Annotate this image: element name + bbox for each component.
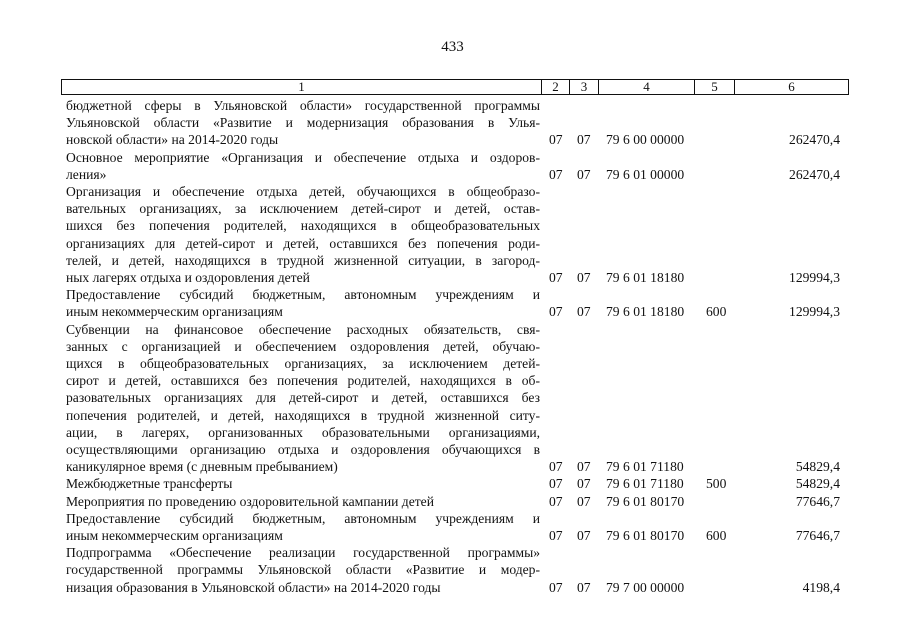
description-line: Предоставление субсидий бюджетным, автономным учреждениям и xyxy=(66,287,540,303)
section-code: 07 xyxy=(549,132,563,148)
description-line: бюджетной сферы в Ульяновской области» государственной программы xyxy=(66,98,540,113)
table-row xyxy=(0,149,905,183)
description-line: телей, и детей, находящихся в трудной жизненной ситуации, в загород- xyxy=(66,252,540,268)
subsection-code: 07 xyxy=(577,493,591,509)
description-line: ных лагерях отдыха и оздоровления детей xyxy=(66,270,310,286)
header-col-5: 5 xyxy=(694,80,734,94)
table-header xyxy=(61,79,849,95)
description-line: Мероприятия по проведению оздоровительной кампании детей xyxy=(66,493,434,509)
target-article-code: 79 6 00 00000 xyxy=(606,132,685,148)
amount: 262470,4 xyxy=(789,166,840,182)
description-line: вательных организациях, за исключением детей-сирот и детей, остав- xyxy=(66,201,540,217)
subsection-code: 07 xyxy=(577,527,591,543)
expense-type-code: 500 xyxy=(706,476,727,492)
description-line: низация образования в Ульяновской области» на 2014-2020 годы xyxy=(66,579,441,595)
row-description xyxy=(66,183,540,286)
description-line: попечения родителей, и детей, находящихся в трудной жизненной ситу- xyxy=(66,407,540,423)
description-line: сирот и детей, оставшихся без попечения родителей, находящихся в об- xyxy=(66,373,540,389)
description-line: щихся в общеобразовательных организациях, за исключением детей- xyxy=(66,356,540,371)
description-line: иным некоммерческим организациям xyxy=(66,304,283,320)
header-col-4: 4 xyxy=(598,80,694,94)
section-code: 07 xyxy=(549,459,563,475)
section-code: 07 xyxy=(549,269,563,285)
row-description xyxy=(66,544,540,596)
amount: 77646,7 xyxy=(795,527,840,543)
page-number: 433 xyxy=(441,39,464,55)
subsection-code: 07 xyxy=(577,132,591,148)
table-row xyxy=(0,321,905,476)
subsection-code: 07 xyxy=(577,476,591,492)
subsection-code: 07 xyxy=(577,166,591,182)
description-line: новской области» на 2014-2020 годы xyxy=(66,132,279,148)
section-code: 07 xyxy=(549,304,563,320)
header-col-2: 2 xyxy=(541,80,569,94)
description-line: ации, в лагерях, организованных образовательными организациями, xyxy=(66,424,540,440)
description-line: Основное мероприятие «Организация и обеспечение отдыха и оздоров- xyxy=(66,149,540,165)
table-row xyxy=(0,475,905,492)
subsection-code: 07 xyxy=(577,579,591,595)
description-line: организациях для детей-сирот и детей, оставшихся без попечения роди- xyxy=(66,235,540,251)
section-code: 07 xyxy=(549,527,563,543)
amount: 262470,4 xyxy=(789,132,840,148)
table-row xyxy=(0,510,905,544)
target-article-code: 79 6 01 71180 xyxy=(606,459,684,475)
expense-type-code: 600 xyxy=(706,304,727,320)
section-code: 07 xyxy=(549,579,563,595)
header-col-3: 3 xyxy=(569,80,598,94)
description-line: шихся без попечения родителей, находящихся в общеобразовательных xyxy=(66,218,540,234)
description-line: иным некоммерческим организациям xyxy=(66,528,283,543)
description-line: Межбюджетные трансферты xyxy=(66,476,233,492)
row-description xyxy=(66,286,540,320)
description-line: Предоставление субсидий бюджетным, автономным учреждениям и xyxy=(66,510,540,526)
target-article-code: 79 7 00 00000 xyxy=(606,579,685,595)
target-article-code: 79 6 01 00000 xyxy=(606,166,685,182)
description-line: разовательных организациях для детей-сирот и детей, оставшихся без xyxy=(66,390,540,406)
table-row xyxy=(0,544,905,596)
amount: 54829,4 xyxy=(795,476,840,492)
row-description xyxy=(66,321,540,476)
header-col-1: 1 xyxy=(298,79,305,94)
header-col-6: 6 xyxy=(734,80,848,94)
amount: 77646,7 xyxy=(795,493,840,509)
description-line: каникулярное время (с дневным пребыванием) xyxy=(66,459,338,475)
row-description xyxy=(66,510,540,544)
row-description xyxy=(66,493,540,510)
target-article-code: 79 6 01 18180 xyxy=(606,304,685,320)
section-code: 07 xyxy=(549,476,563,492)
amount: 54829,4 xyxy=(795,459,840,475)
description-line: Подпрограмма «Обеспечение реализации государственной программы» xyxy=(66,545,540,561)
section-code: 07 xyxy=(549,166,563,182)
target-article-code: 79 6 01 18180 xyxy=(606,269,685,285)
target-article-code: 79 6 01 80170 xyxy=(606,527,685,543)
description-line: государственной программы Ульяновской области «Развитие и модер- xyxy=(66,562,540,578)
description-line: ления» xyxy=(66,166,107,182)
table-row xyxy=(0,286,905,320)
row-description xyxy=(66,475,540,492)
table-row xyxy=(0,183,905,286)
table-row xyxy=(0,97,905,149)
description-line: Субвенции на финансовое обеспечение расходных обязательств, свя- xyxy=(66,321,540,337)
subsection-code: 07 xyxy=(577,459,591,475)
description-line: Организация и обеспечение отдыха детей, обучающихся в общеобразо- xyxy=(66,184,540,199)
row-description xyxy=(66,149,540,183)
section-code: 07 xyxy=(549,493,563,509)
subsection-code: 07 xyxy=(577,269,591,285)
description-line: занных с организацией и обеспечением оздоровления детей, обучаю- xyxy=(66,338,540,354)
table-row xyxy=(0,493,905,510)
expense-type-code: 600 xyxy=(706,527,727,543)
amount: 4198,4 xyxy=(802,579,840,595)
description-line: осуществляющими организацию отдыха и оздоровления обучающихся в xyxy=(66,442,540,458)
amount: 129994,3 xyxy=(789,269,840,285)
target-article-code: 79 6 01 80170 xyxy=(606,493,685,509)
amount: 129994,3 xyxy=(789,304,840,320)
target-article-code: 79 6 01 71180 xyxy=(606,476,684,492)
subsection-code: 07 xyxy=(577,304,591,320)
row-description xyxy=(66,97,540,149)
description-line: Ульяновской области «Развитие и модернизация образования в Улья- xyxy=(66,115,540,131)
